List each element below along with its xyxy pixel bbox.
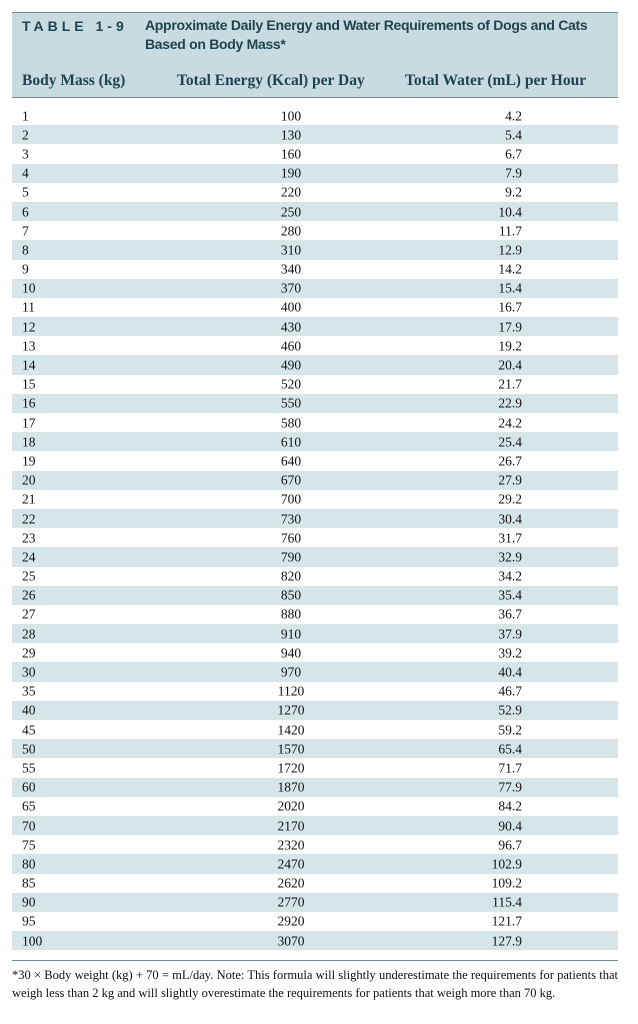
cell-total-water: 36.7 [498, 606, 522, 622]
cell-body-mass: 90 [22, 894, 36, 910]
cell-body-mass: 80 [22, 856, 36, 872]
header-divider [12, 97, 618, 98]
table-title: Approximate Daily Energy and Water Requirements of Dogs and Cats Based on Body Mass* [145, 17, 588, 52]
cell-body-mass: 85 [22, 875, 36, 891]
cell-total-water: 102.9 [491, 856, 522, 872]
table-row [12, 528, 618, 547]
table-row [12, 375, 618, 394]
cell-body-mass: 50 [22, 741, 36, 757]
table-row [12, 739, 618, 758]
table-row [12, 183, 618, 202]
table-row [12, 778, 618, 797]
cell-total-water: 14.2 [498, 261, 522, 277]
cell-total-water: 29.2 [498, 491, 522, 507]
cell-total-energy: 1870 [277, 779, 305, 795]
table-row [12, 758, 618, 777]
cell-body-mass: 28 [22, 626, 36, 642]
cell-total-energy: 610 [280, 434, 302, 450]
cell-total-energy: 730 [280, 510, 302, 526]
cell-total-energy: 190 [280, 165, 302, 181]
cell-body-mass: 12 [22, 319, 36, 335]
table-row [12, 471, 618, 490]
cell-body-mass: 26 [22, 587, 36, 603]
cell-total-water: 121.7 [491, 913, 522, 929]
cell-total-energy: 550 [280, 395, 302, 411]
cell-total-energy: 280 [280, 223, 302, 239]
table-body [12, 106, 618, 950]
table-row [12, 413, 618, 432]
table-row [12, 260, 618, 279]
cell-body-mass: 4 [22, 165, 29, 181]
cell-total-energy: 580 [280, 414, 302, 430]
cell-body-mass: 19 [22, 453, 36, 469]
table-row [12, 298, 618, 317]
cell-total-water: 26.7 [498, 453, 522, 469]
cell-total-water: 17.9 [498, 319, 522, 335]
cell-total-energy: 970 [280, 664, 302, 680]
cell-body-mass: 1 [22, 107, 29, 123]
table-row [12, 720, 618, 739]
table-row [12, 432, 618, 451]
table-row [12, 106, 618, 125]
table-row [12, 144, 618, 163]
cell-total-energy: 310 [280, 242, 302, 258]
cell-total-water: 127.9 [491, 933, 522, 949]
cell-total-water: 27.9 [498, 472, 522, 488]
cell-total-energy: 3070 [277, 933, 305, 949]
cell-body-mass: 21 [22, 491, 36, 507]
cell-body-mass: 40 [22, 702, 36, 718]
table-row [12, 394, 618, 413]
cell-body-mass: 5 [22, 184, 29, 200]
table-row [12, 931, 618, 950]
table-row [12, 567, 618, 586]
cell-body-mass: 16 [22, 395, 36, 411]
cell-body-mass: 30 [22, 664, 36, 680]
table-row [12, 202, 618, 221]
cell-total-energy: 880 [280, 606, 302, 622]
cell-total-energy: 2920 [277, 913, 305, 929]
table-row [12, 451, 618, 470]
cell-body-mass: 8 [22, 242, 29, 258]
table-row [12, 854, 618, 873]
table-row [12, 835, 618, 854]
cell-total-energy: 370 [280, 280, 302, 296]
cell-total-water: 32.9 [498, 549, 522, 565]
column-header-body-mass: Body Mass (kg) [22, 72, 126, 89]
cell-body-mass: 35 [22, 683, 36, 699]
cell-body-mass: 2 [22, 127, 29, 143]
cell-body-mass: 10 [22, 280, 36, 296]
cell-body-mass: 14 [22, 357, 36, 373]
cell-total-energy: 340 [280, 261, 302, 277]
cell-total-energy: 700 [280, 491, 302, 507]
cell-total-energy: 220 [280, 184, 302, 200]
cell-body-mass: 25 [22, 568, 36, 584]
cell-total-water: 34.2 [498, 568, 522, 584]
cell-total-energy: 850 [280, 587, 302, 603]
cell-total-water: 7.9 [505, 165, 522, 181]
cell-total-energy: 640 [280, 453, 302, 469]
table-row [12, 893, 618, 912]
cell-total-energy: 1720 [277, 760, 305, 776]
cell-total-energy: 100 [280, 107, 302, 123]
cell-total-water: 22.9 [498, 395, 522, 411]
cell-total-energy: 430 [280, 319, 302, 335]
cell-total-water: 12.9 [498, 242, 522, 258]
cell-body-mass: 15 [22, 376, 36, 392]
cell-total-energy: 2620 [277, 875, 305, 891]
cell-body-mass: 55 [22, 760, 36, 776]
table-row [12, 164, 618, 183]
cell-body-mass: 22 [22, 510, 36, 526]
cell-body-mass: 95 [22, 913, 36, 929]
cell-total-energy: 760 [280, 530, 302, 546]
cell-total-water: 40.4 [498, 664, 522, 680]
cell-body-mass: 11 [22, 299, 35, 315]
cell-total-energy: 160 [280, 146, 302, 162]
cell-total-water: 16.7 [498, 299, 522, 315]
table-row [12, 643, 618, 662]
cell-total-water: 109.2 [491, 875, 522, 891]
cell-total-water: 30.4 [498, 510, 522, 526]
cell-total-water: 39.2 [498, 645, 522, 661]
cell-total-water: 5.4 [505, 127, 522, 143]
table-header [12, 12, 618, 97]
cell-total-energy: 520 [280, 376, 302, 392]
cell-total-water: 96.7 [498, 837, 522, 853]
table-row [12, 912, 618, 931]
cell-body-mass: 75 [22, 837, 36, 853]
cell-total-energy: 460 [280, 338, 302, 354]
cell-total-energy: 790 [280, 549, 302, 565]
column-header-total-water: Total Water (mL) per Hour [405, 72, 587, 89]
table-row [12, 662, 618, 681]
cell-total-energy: 1270 [277, 702, 305, 718]
cell-total-energy: 1120 [277, 683, 305, 699]
cell-body-mass: 17 [22, 414, 36, 430]
cell-total-water: 65.4 [498, 741, 522, 757]
cell-total-water: 46.7 [498, 683, 522, 699]
cell-total-water: 25.4 [498, 434, 522, 450]
cell-total-energy: 1570 [277, 741, 305, 757]
cell-total-water: 31.7 [498, 530, 522, 546]
table-row [12, 547, 618, 566]
table-row [12, 317, 618, 336]
cell-body-mass: 13 [22, 338, 36, 354]
cell-body-mass: 18 [22, 434, 36, 450]
table-bottom-divider [12, 960, 618, 961]
cell-body-mass: 6 [22, 203, 29, 219]
cell-total-water: 71.7 [498, 760, 522, 776]
table-row [12, 279, 618, 298]
cell-total-energy: 2020 [277, 798, 305, 814]
cell-total-energy: 130 [280, 127, 302, 143]
cell-total-energy: 910 [280, 626, 302, 642]
table-row [12, 490, 618, 509]
cell-total-water: 115.4 [492, 894, 522, 910]
cell-total-water: 19.2 [498, 338, 522, 354]
cell-total-water: 10.4 [498, 203, 522, 219]
cell-total-water: 20.4 [498, 357, 522, 373]
table-row [12, 221, 618, 240]
cell-total-water: 6.7 [505, 146, 522, 162]
cell-total-energy: 400 [280, 299, 302, 315]
table-footnote: *30 × Body weight (kg) + 70 = mL/day. Note: This formula will slightly underestimate the requirements for patients that weigh less than 2 kg and will slightly overestimate the requirements for patients that weigh more than 70 kg. [12, 968, 618, 1001]
cell-total-water: 77.9 [498, 779, 522, 795]
table-row [12, 240, 618, 259]
cell-body-mass: 65 [22, 798, 36, 814]
cell-body-mass: 24 [22, 549, 36, 565]
table-number-label: TABLE 1-9 [22, 18, 128, 34]
cell-total-energy: 250 [280, 203, 302, 219]
cell-total-water: 15.4 [498, 280, 522, 296]
cell-body-mass: 29 [22, 645, 36, 661]
cell-total-energy: 2770 [277, 894, 305, 910]
cell-total-energy: 820 [280, 568, 302, 584]
table-row [12, 624, 618, 643]
cell-total-water: 37.9 [498, 626, 522, 642]
cell-total-water: 59.2 [498, 721, 522, 737]
cell-total-energy: 2170 [277, 817, 305, 833]
cell-body-mass: 20 [22, 472, 36, 488]
table-row [12, 355, 618, 374]
table-row [12, 816, 618, 835]
cell-total-water: 9.2 [505, 184, 522, 200]
table-row [12, 605, 618, 624]
table-row [12, 701, 618, 720]
cell-total-water: 21.7 [498, 376, 522, 392]
cell-body-mass: 9 [22, 261, 29, 277]
cell-total-water: 90.4 [498, 817, 522, 833]
column-header-total-energy: Total Energy (Kcal) per Day [177, 72, 365, 89]
cell-total-water: 24.2 [498, 414, 522, 430]
table-row [12, 586, 618, 605]
cell-total-energy: 2470 [277, 856, 305, 872]
cell-total-water: 4.2 [505, 107, 522, 123]
cell-body-mass: 70 [22, 817, 36, 833]
cell-body-mass: 45 [22, 721, 36, 737]
table-row [12, 797, 618, 816]
table-row [12, 336, 618, 355]
cell-total-water: 11.7 [498, 223, 522, 239]
table-row [12, 125, 618, 144]
cell-total-energy: 2320 [277, 837, 305, 853]
cell-total-water: 84.2 [498, 798, 522, 814]
cell-total-energy: 1420 [277, 721, 305, 737]
cell-body-mass: 3 [22, 146, 29, 162]
cell-body-mass: 60 [22, 779, 36, 795]
cell-total-energy: 940 [280, 645, 302, 661]
cell-body-mass: 27 [22, 606, 36, 622]
cell-body-mass: 23 [22, 530, 36, 546]
table-row [12, 509, 618, 528]
cell-body-mass: 7 [22, 223, 29, 239]
cell-total-energy: 490 [280, 357, 302, 373]
cell-body-mass: 100 [22, 933, 43, 949]
table-row [12, 874, 618, 893]
cell-total-energy: 670 [280, 472, 302, 488]
cell-total-water: 35.4 [498, 587, 522, 603]
cell-total-water: 52.9 [498, 702, 522, 718]
table-row [12, 682, 618, 701]
